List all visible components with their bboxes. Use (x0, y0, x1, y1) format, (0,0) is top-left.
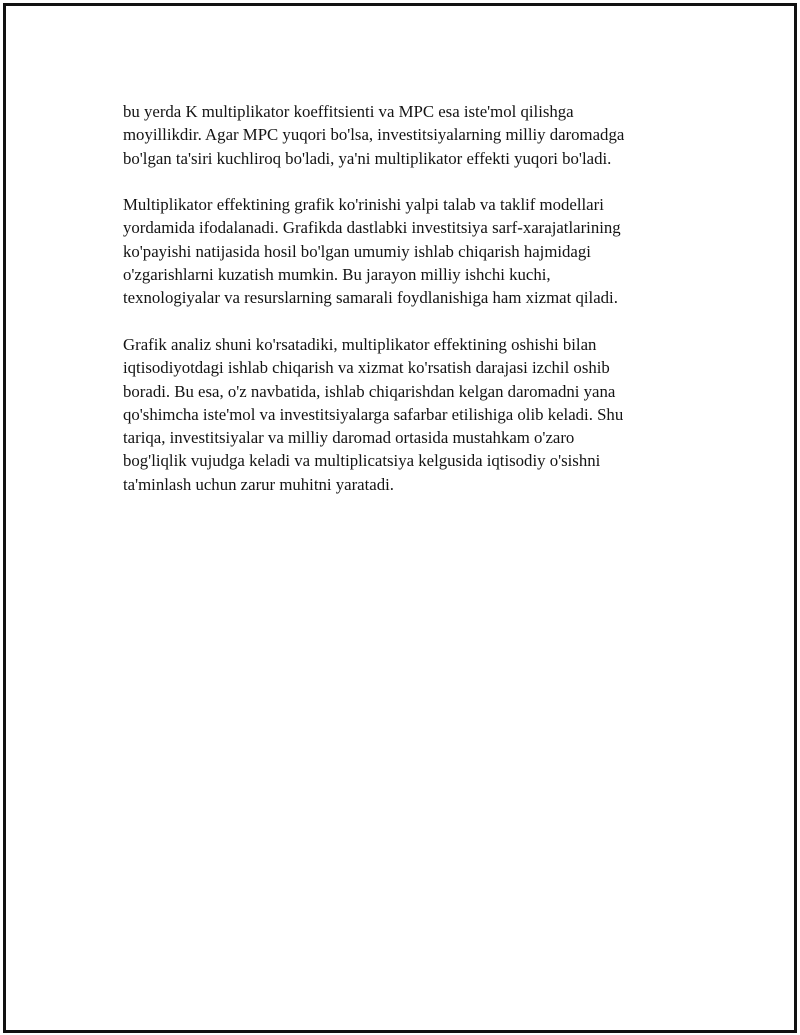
paragraph-graphical-representation: Multiplikator effektining grafik ko'rinishi yalpi talab va taklif modellari yordamida ifodalanadi. Grafikda dastlabki investitsiya sarf-xarajatlarining ko'payishi natijasida hosil bo'lgan umumiy ishlab chiqarish hajmidagi o'zgarishlarni kuzatish mumkin. Bu jarayon milliy ishchi kuchi, texnologiyalar va resurslarning samarali foydlanishiga ham xizmat qiladi. (123, 195, 621, 308)
paragraph-graphical-analysis: Grafik analiz shuni ko'rsatadiki, multiplikator effektining oshishi bilan iqtisodiyotdagi ishlab chiqarish va xizmat ko'rsatish darajasi izchil oshib boradi. Bu esa, o'z navbatida, ishlab chiqarishdan kelgan daromadni yana qo'shimcha iste'mol va investitsiyalarga safarbar etilishiga olib keladi. Shu tariqa, investitsiyalar va milliy daromad ortasida mustahkam o'zaro bog'liqlik vujudga keladi va multiplicatsiya kelgusida iqtisodiy o'sishni ta'minlash uchun zarur muhitni yaratadi. (123, 334, 624, 494)
page-frame (3, 3, 797, 1033)
document-body (123, 100, 683, 519)
paragraph-multiplier-definition: bu yerda K multiplikator koeffitsienti va MPC esa iste'mol qilishga moyillikdir. Agar MPC yuqori bo'lsa, investitsiyalarning milliy daromadga bo'lgan ta'siri kuchliroq bo'ladi, ya'ni multiplikator effekti yuqori bo'ladi. (123, 102, 625, 168)
